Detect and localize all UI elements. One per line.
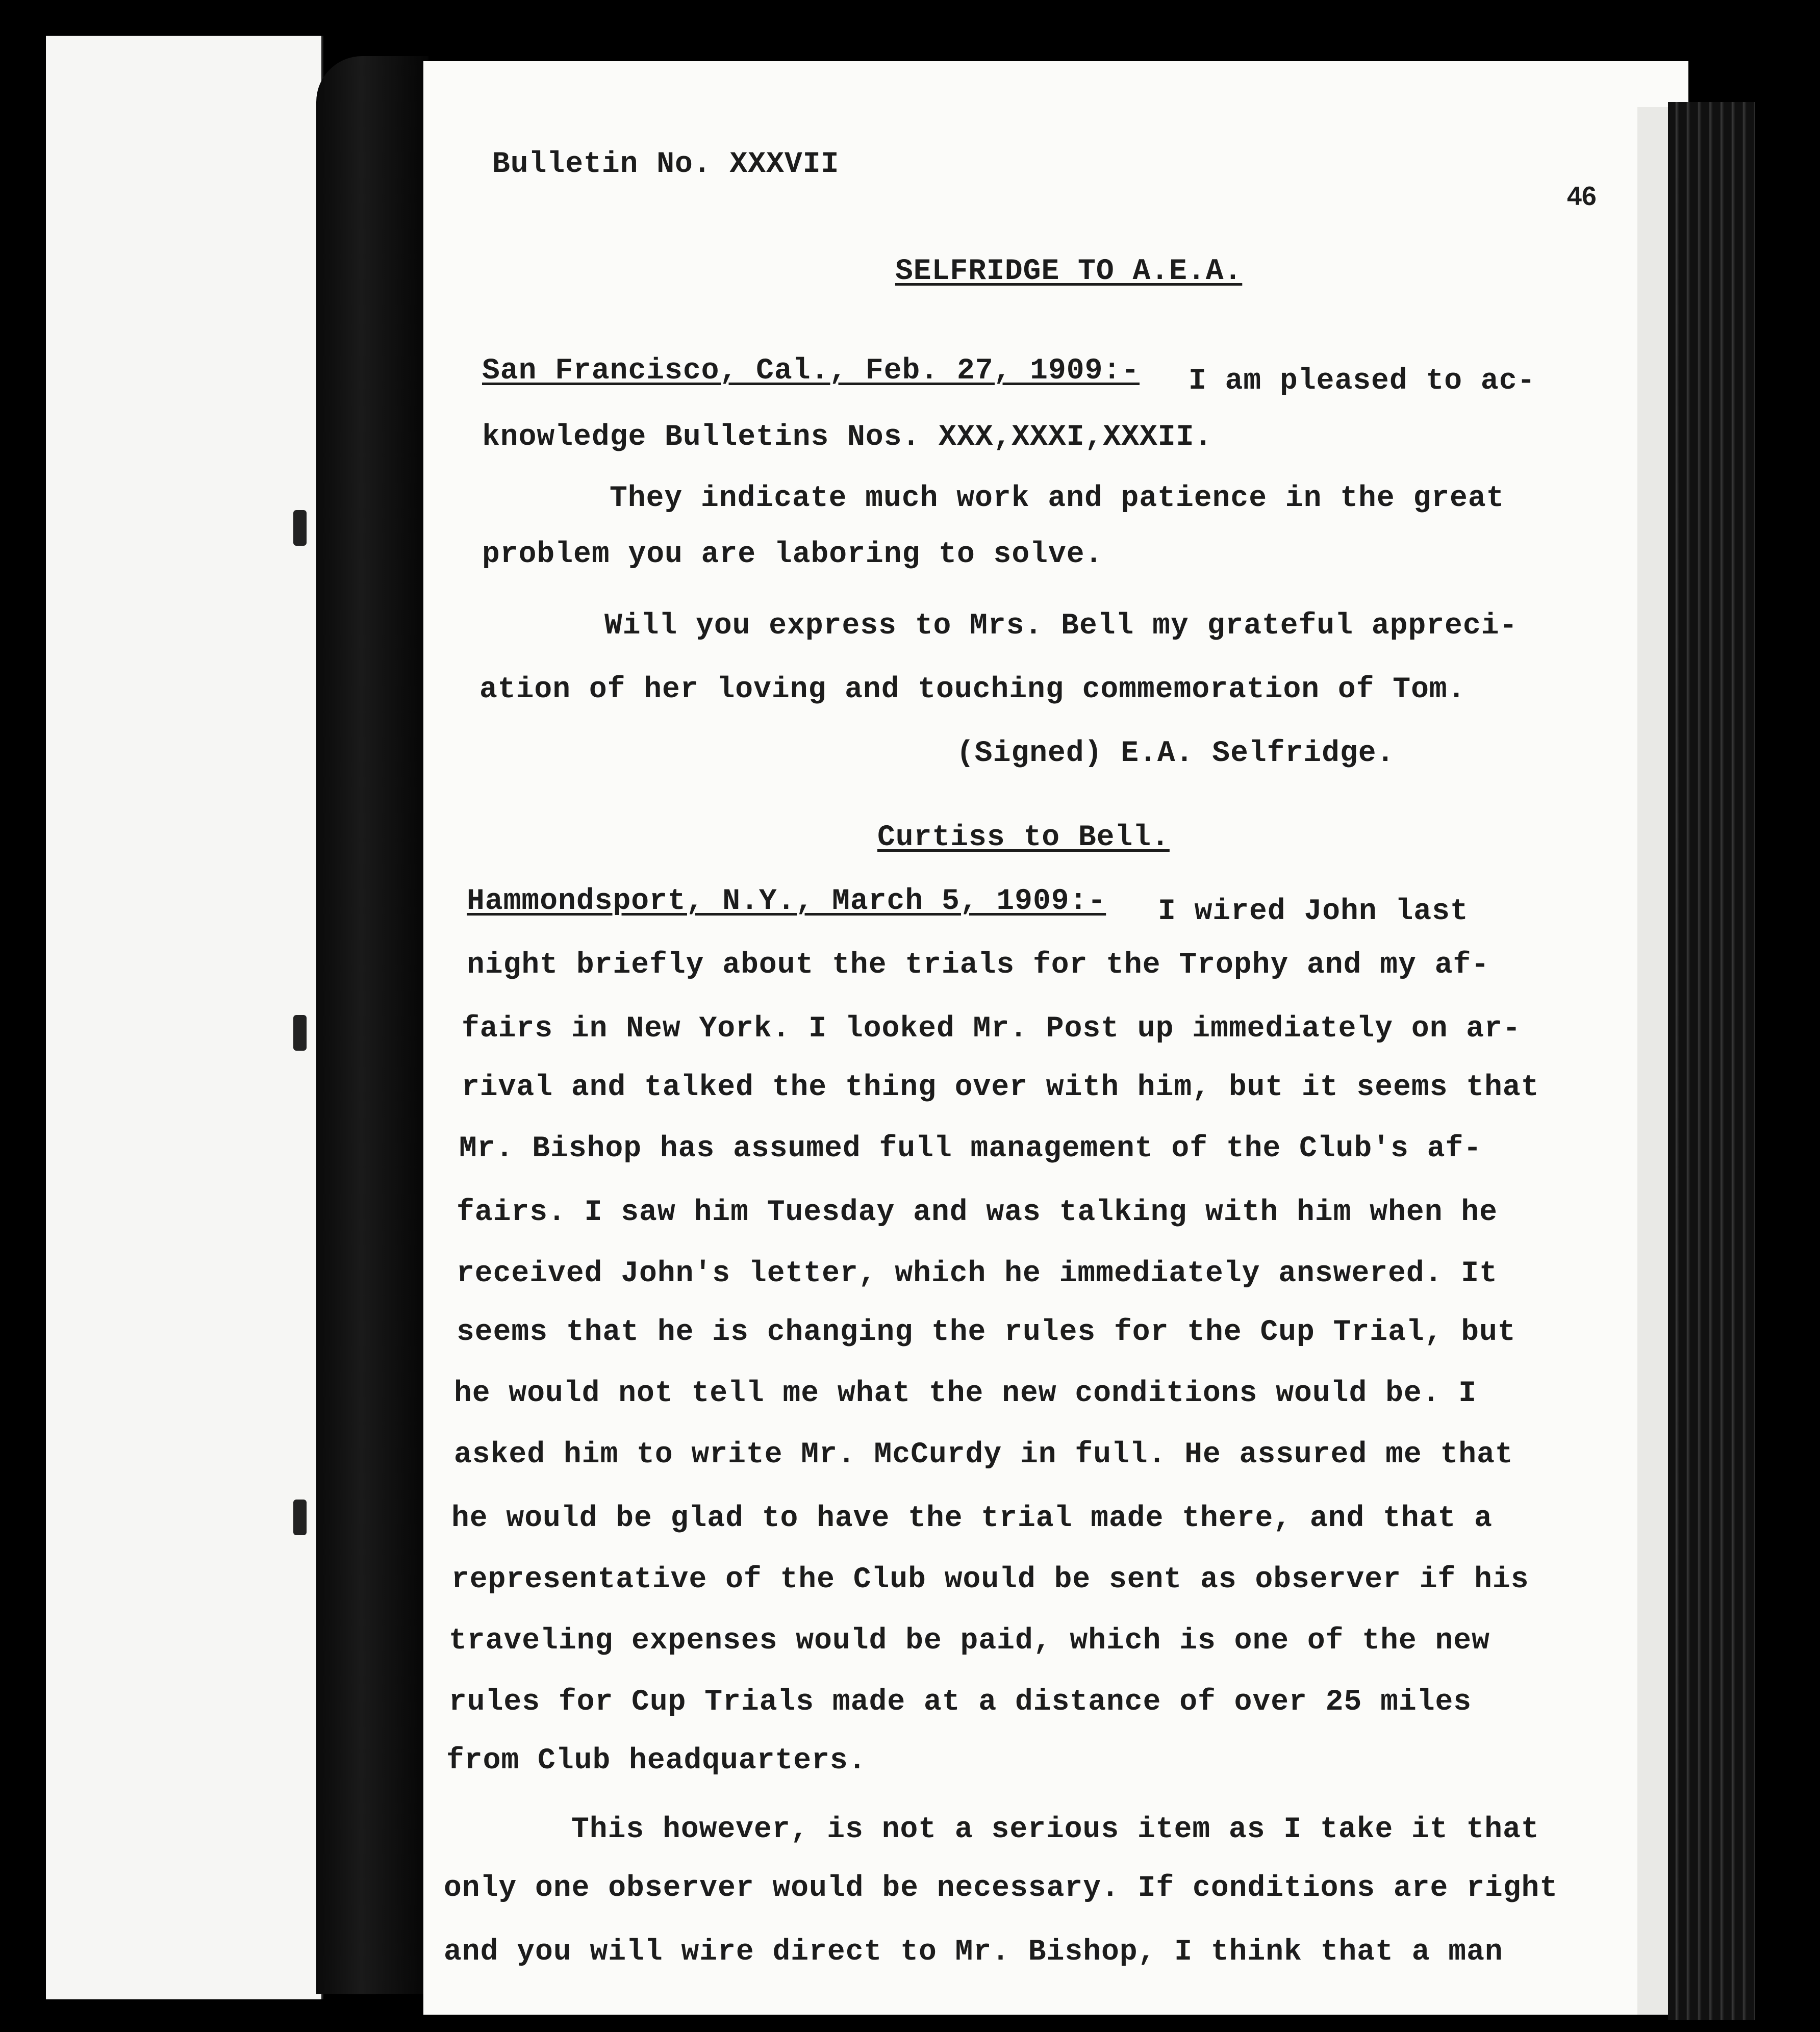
text-line: representative of the Club would be sent as observer if his — [451, 1563, 1529, 1596]
section-heading: SELFRIDGE TO A.E.A. — [895, 255, 1243, 288]
text-line: from Club headquarters. — [446, 1744, 867, 1777]
text-line: Will you express to Mrs. Bell my grateful appreci- — [604, 609, 1518, 643]
text-line: This however, is not a serious item as I take it that — [571, 1813, 1539, 1846]
text-line: and you will wire direct to Mr. Bishop, I think that a man — [444, 1936, 1503, 1969]
text-line: problem you are laboring to solve. — [482, 538, 1103, 571]
text-line: night briefly about the trials for the Trophy and my af- — [467, 949, 1490, 982]
text-line: rival and talked the thing over with him, but it seems that — [462, 1071, 1539, 1104]
text-line: Mr. Bishop has assumed full management of the Club's af- — [459, 1132, 1482, 1165]
text-line: They indicate much work and patience in the great — [610, 482, 1505, 515]
text-line: he would not tell me what the new conditions would be. I — [454, 1377, 1477, 1410]
binding-mark — [293, 510, 307, 546]
text-line: asked him to write Mr. McCurdy in full. He assured me that — [454, 1438, 1513, 1471]
text-line: received John's letter, which he immediately answered. It — [457, 1257, 1498, 1290]
dateline: San Francisco, Cal., Feb. 27, 1909:- — [482, 354, 1140, 388]
text-line: rules for Cup Trials made at a distance of over 25 miles — [449, 1686, 1472, 1719]
book-gutter — [316, 56, 428, 1994]
text-line: only one observer would be necessary. If conditions are right — [444, 1872, 1558, 1905]
text-line: he would be glad to have the trial made there, and that a — [451, 1502, 1493, 1535]
page-number: 46 — [1567, 182, 1597, 211]
page-stack-shadow — [1668, 102, 1755, 2020]
text-line: I am pleased to ac- — [1189, 365, 1536, 398]
text-line: I wired John last — [1158, 895, 1469, 928]
bulletin-number: Bulletin No. XXXVII — [492, 148, 840, 181]
text-line: knowledge Bulletins Nos. XXX,XXXI,XXXII. — [482, 421, 1213, 454]
dateline: Hammondsport, N.Y., March 5, 1909:- — [467, 885, 1106, 918]
binding-mark — [293, 1500, 307, 1535]
text-line: seems that he is changing the rules for the Cup Trial, but — [457, 1316, 1516, 1349]
binding-mark — [293, 1015, 307, 1051]
text-line: ation of her loving and touching commemoration of Tom. — [479, 673, 1466, 706]
text-line: traveling expenses would be paid, which is one of the new — [449, 1624, 1490, 1658]
left-page-edge — [46, 36, 323, 1999]
section-heading: Curtiss to Bell. — [877, 821, 1170, 854]
signature-line: (Signed) E.A. Selfridge. — [956, 737, 1395, 770]
text-line: fairs in New York. I looked Mr. Post up immediately on ar- — [462, 1012, 1521, 1046]
text-line: fairs. I saw him Tuesday and was talking with him when he — [457, 1196, 1498, 1229]
